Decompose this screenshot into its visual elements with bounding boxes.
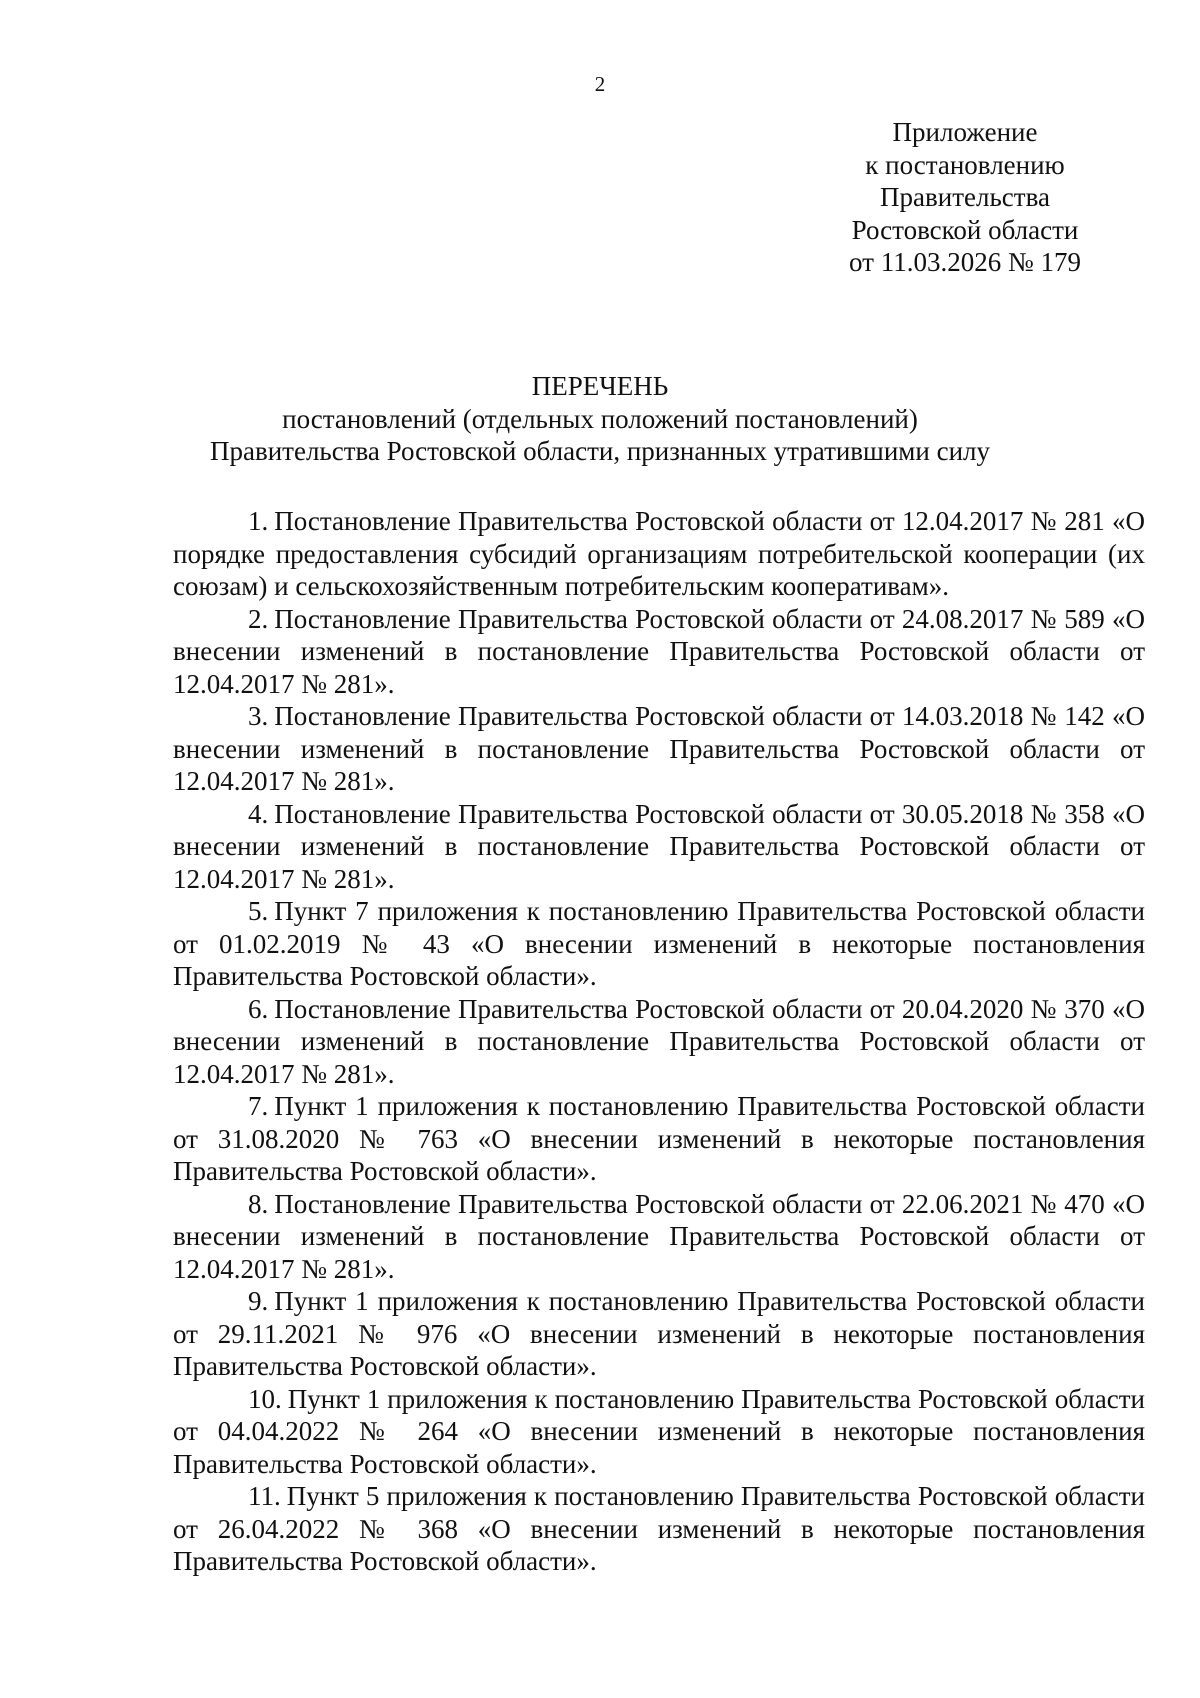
item-number: 9. — [248, 1286, 269, 1316]
item-text: Постановление Правительства Ростовской области от 30.05.2018 № 358 «О внесении изменений в постановление Правительства Ростовской области от 12.04.2017 № 281». — [173, 798, 1145, 894]
list-item — [173, 1090, 1145, 1188]
item-text: Постановление Правительства Ростовской области от 14.03.2018 № 142 «О внесении изменений в постановление Правительства Ростовской области от 12.04.2017 № 281». — [173, 701, 1145, 796]
title-subtitle-line: Правительства Ростовской области, признанных утратившими силу — [209, 436, 990, 466]
appendix-header — [820, 116, 1110, 279]
item-text: Пункт 5 приложения к постановлению Правительства Ростовской области от 26.04.2022 № 368 «О внесении изменений в некоторые постановления Правительства Ростовской области». — [173, 1481, 1145, 1576]
item-text: Постановление Правительства Ростовской области от 20.04.2020 № 370 «О внесении изменений в постановление Правительства Ростовской области от 12.04.2017 № 281». — [173, 993, 1145, 1089]
title-subtitle-line: постановлений (отдельных положений постановлений) — [282, 403, 918, 434]
page-number: 2 — [594, 72, 606, 96]
appendix-line: Приложение — [892, 117, 1038, 147]
list-item — [173, 603, 1145, 701]
item-text: Постановление Правительства Ростовской области от 12.04.2017 № 281 «О порядке предоставления субсидий организациям потребительской кооперации (их союзам) и сельскохозяйственным потребительским кооперативам». — [173, 506, 1145, 601]
appendix-line: от 11.03.2026 № 179 — [849, 247, 1081, 277]
item-number: 3. — [248, 701, 269, 731]
item-number: 7. — [248, 1091, 269, 1121]
item-number: 4. — [248, 798, 269, 829]
item-text: Пункт 1 приложения к постановлению Правительства Ростовской области от 29.11.2021 № 976 «О внесении изменений в некоторые постановления Правительства Ростовской области». — [173, 1286, 1145, 1381]
item-number: 5. — [248, 896, 269, 926]
list-item — [173, 993, 1145, 1091]
item-text: Постановление Правительства Ростовской области от 22.06.2021 № 470 «О внесении изменений в постановление Правительства Ростовской области от 12.04.2017 № 281». — [173, 1188, 1145, 1284]
item-number: 1. — [248, 506, 269, 536]
list-item — [173, 505, 1145, 603]
list-item — [173, 700, 1145, 798]
list-of-resolutions — [173, 505, 1145, 1578]
list-item — [173, 895, 1145, 993]
item-text: Пункт 1 приложения к постановлению Правительства Ростовской области от 04.04.2022 № 264 «О внесении изменений в некоторые постановления Правительства Ростовской области». — [173, 1383, 1145, 1479]
appendix-line: Ростовской области — [851, 214, 1079, 245]
item-number: 2. — [248, 603, 269, 634]
list-item — [173, 1383, 1145, 1481]
list-item — [173, 1285, 1145, 1383]
item-number: 10. — [248, 1383, 282, 1414]
appendix-line: к постановлению — [865, 149, 1065, 180]
item-text: Пункт 7 приложения к постановлению Правительства Ростовской области от 01.02.2019 № 43 «О внесении изменений в некоторые постановления Правительства Ростовской области». — [173, 896, 1145, 991]
item-text: Постановление Правительства Ростовской области от 24.08.2017 № 589 «О внесении изменений в постановление Правительства Ростовской области от 12.04.2017 № 281». — [173, 603, 1145, 699]
title-heading: ПЕРЕЧЕНЬ — [531, 371, 669, 401]
item-number: 11. — [248, 1481, 281, 1511]
document-title — [0, 370, 1200, 468]
list-item — [173, 798, 1145, 896]
list-item — [173, 1188, 1145, 1286]
item-text: Пункт 1 приложения к постановлению Правительства Ростовской области от 31.08.2020 № 763 «О внесении изменений в некоторые постановления Правительства Ростовской области». — [173, 1091, 1145, 1186]
list-item — [173, 1480, 1145, 1578]
appendix-line: Правительства — [880, 182, 1050, 212]
item-number: 8. — [248, 1188, 269, 1219]
item-number: 6. — [248, 993, 269, 1024]
